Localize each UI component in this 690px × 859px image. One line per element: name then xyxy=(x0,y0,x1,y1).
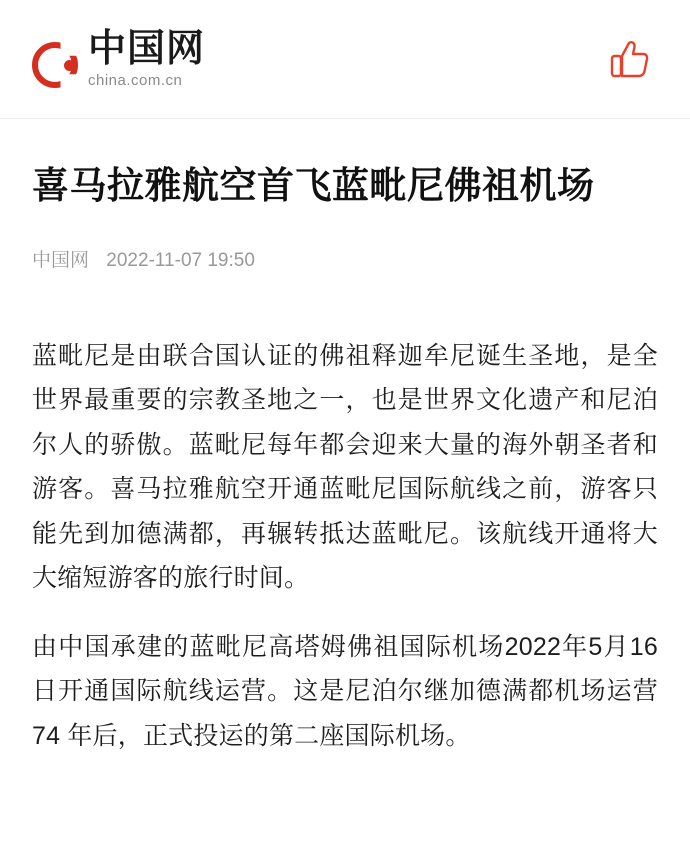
china-net-logo-icon xyxy=(32,42,78,88)
article-timestamp: 2022-11-07 19:50 xyxy=(106,249,255,271)
site-header xyxy=(0,0,690,119)
article-paragraph: 蓝毗尼是由联合国认证的佛祖释迦牟尼诞生圣地，是全世界最重要的宗教圣地之一，也是世界文化遗产和尼泊尔人的骄傲。蓝毗尼每年都会迎来大量的海外朝圣者和游客。喜马拉雅航空开通蓝毗尼国际航线之前，游客只能先到加德满都，再辗转抵达蓝毗尼。该航线开通将大大缩短游客的旅行时间。 xyxy=(32,341,658,593)
article-source: 中国网 xyxy=(32,249,90,271)
brand-text xyxy=(88,30,205,88)
article-meta xyxy=(32,245,658,272)
site-logo[interactable] xyxy=(32,30,205,88)
brand-name-cn: 中国网 xyxy=(88,28,206,70)
article-body xyxy=(32,334,658,759)
thumbs-up-icon[interactable] xyxy=(610,38,650,80)
article-paragraph: 由中国承建的蓝毗尼高塔姆佛祖国际机场2022年5月16日开通国际航线运营。这是尼泊尔继加德满都机场运营74 年后，正式投运的第二座国际机场。 xyxy=(32,632,658,750)
brand-domain: china.com.cn xyxy=(88,72,183,89)
page-title: 喜马拉雅航空首飞蓝毗尼佛祖机场 xyxy=(32,165,595,206)
article-container xyxy=(0,119,690,758)
